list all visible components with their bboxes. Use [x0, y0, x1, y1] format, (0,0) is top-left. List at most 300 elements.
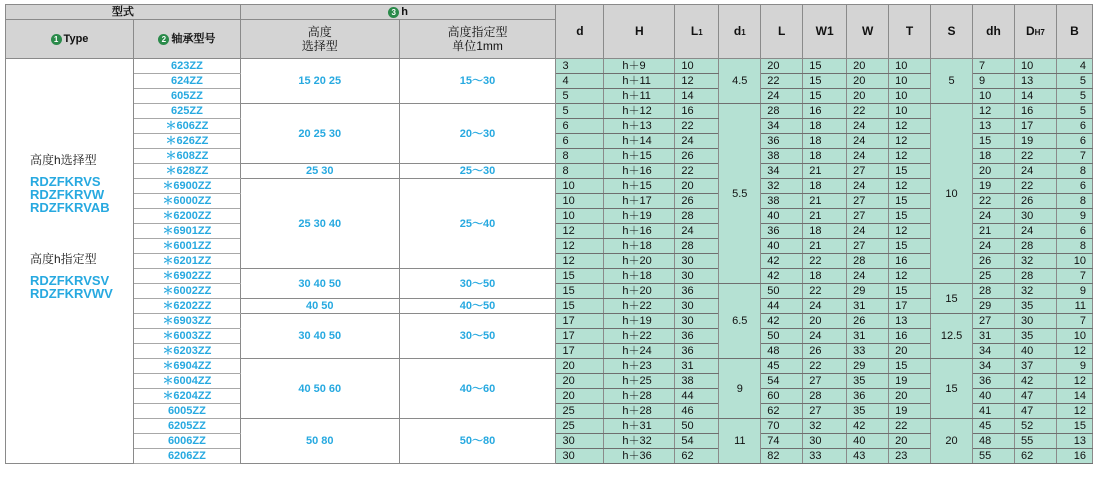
cell-H: h＋15	[604, 179, 675, 194]
cell-T: 15	[889, 194, 931, 209]
cell-L1: 44	[675, 389, 719, 404]
col-T-header: T	[889, 5, 931, 59]
cell-L: 22	[761, 74, 803, 89]
cell-W: 22	[847, 104, 889, 119]
cell-W1: 33	[803, 449, 847, 464]
cell-d: 10	[556, 209, 604, 224]
cell-T: 15	[889, 209, 931, 224]
spec-table	[5, 4, 1093, 464]
col-dh-header: dh	[973, 5, 1015, 59]
cell-T: 17	[889, 299, 931, 314]
type-specify-label: 高度h指定型	[30, 252, 97, 266]
cell-L: 45	[761, 359, 803, 374]
cell-W: 35	[847, 374, 889, 389]
h-select-values: 50 80	[240, 419, 399, 464]
cell-B: 6	[1056, 134, 1092, 149]
bearing-model: 624ZZ	[133, 74, 240, 89]
cell-L1: 24	[675, 224, 719, 239]
bearing-model: ＊6201ZZ	[133, 254, 240, 269]
cell-H: h＋11	[604, 74, 675, 89]
bearing-model: ＊628ZZ	[133, 164, 240, 179]
bearing-model: ＊6902ZZ	[133, 269, 240, 284]
cell-W1: 15	[803, 59, 847, 74]
table-row	[6, 59, 1093, 74]
cell-L1: 22	[675, 119, 719, 134]
cell-d: 5	[556, 89, 604, 104]
cell-W: 42	[847, 419, 889, 434]
cell-L: 50	[761, 329, 803, 344]
cell-DH7: 28	[1014, 239, 1056, 254]
h-specify-header: 高度指定型 单位1mm	[399, 20, 556, 59]
cell-W1: 24	[803, 299, 847, 314]
cell-B: 6	[1056, 119, 1092, 134]
cell-L: 74	[761, 434, 803, 449]
circled-number-icon: 2	[158, 34, 169, 45]
cell-dh: 24	[973, 239, 1015, 254]
cell-DH7: 62	[1014, 449, 1056, 464]
cell-dh: 18	[973, 149, 1015, 164]
cell-T: 12	[889, 149, 931, 164]
cell-B: 9	[1056, 359, 1092, 374]
cell-B: 8	[1056, 194, 1092, 209]
cell-B: 11	[1056, 299, 1092, 314]
cell-T: 12	[889, 134, 931, 149]
cell-DH7: 42	[1014, 374, 1056, 389]
col-L-header: L	[761, 5, 803, 59]
cell-B: 15	[1056, 419, 1092, 434]
h-specify-range: 15～30	[399, 59, 556, 104]
cell-dh: 20	[973, 164, 1015, 179]
h-specify-range: 40～50	[399, 299, 556, 314]
cell-d1: 6.5	[719, 284, 761, 359]
cell-L: 34	[761, 164, 803, 179]
cell-T: 10	[889, 104, 931, 119]
col-d-header: d	[556, 5, 604, 59]
bearing-model: 6206ZZ	[133, 449, 240, 464]
cell-W: 20	[847, 89, 889, 104]
cell-dh: 26	[973, 254, 1015, 269]
cell-d: 15	[556, 269, 604, 284]
cell-T: 19	[889, 404, 931, 419]
cell-DH7: 35	[1014, 299, 1056, 314]
cell-T: 12	[889, 119, 931, 134]
cell-dh: 27	[973, 314, 1015, 329]
type-code: RDZFKRVW	[30, 187, 105, 202]
bearing-model: 6006ZZ	[133, 434, 240, 449]
bearing-model: ＊6901ZZ	[133, 224, 240, 239]
cell-H: h＋11	[604, 89, 675, 104]
cell-DH7: 52	[1014, 419, 1056, 434]
cell-L1: 36	[675, 344, 719, 359]
cell-L: 34	[761, 119, 803, 134]
bearing-model: 605ZZ	[133, 89, 240, 104]
table-row	[6, 104, 1093, 119]
cell-B: 5	[1056, 104, 1092, 119]
cell-d: 25	[556, 404, 604, 419]
cell-B: 6	[1056, 224, 1092, 239]
cell-B: 7	[1056, 149, 1092, 164]
cell-T: 16	[889, 329, 931, 344]
cell-d: 15	[556, 284, 604, 299]
cell-DH7: 28	[1014, 269, 1056, 284]
cell-H: h＋18	[604, 269, 675, 284]
cell-dh: 19	[973, 179, 1015, 194]
cell-L1: 30	[675, 299, 719, 314]
cell-W: 35	[847, 404, 889, 419]
cell-dh: 31	[973, 329, 1015, 344]
type-select-label: 高度h选择型	[30, 153, 97, 167]
cell-H: h＋20	[604, 254, 675, 269]
cell-W: 24	[847, 269, 889, 284]
cell-d: 12	[556, 224, 604, 239]
cell-B: 5	[1056, 89, 1092, 104]
cell-T: 20	[889, 434, 931, 449]
type-code: RDZFKRVAB	[30, 200, 110, 215]
bearing-model: ＊6204ZZ	[133, 389, 240, 404]
cell-W: 26	[847, 314, 889, 329]
cell-L1: 14	[675, 89, 719, 104]
cell-dh: 34	[973, 344, 1015, 359]
cell-W1: 22	[803, 254, 847, 269]
bearing-model: ＊6001ZZ	[133, 239, 240, 254]
cell-T: 15	[889, 164, 931, 179]
circled-number-icon: 1	[51, 34, 62, 45]
cell-DH7: 32	[1014, 254, 1056, 269]
cell-H: h＋28	[604, 404, 675, 419]
cell-W1: 18	[803, 119, 847, 134]
col-W-header: W	[847, 5, 889, 59]
cell-W1: 21	[803, 194, 847, 209]
cell-dh: 12	[973, 104, 1015, 119]
cell-L1: 16	[675, 104, 719, 119]
cell-L1: 54	[675, 434, 719, 449]
cell-L1: 20	[675, 179, 719, 194]
bearing-model: 6205ZZ	[133, 419, 240, 434]
cell-T: 22	[889, 419, 931, 434]
cell-L: 38	[761, 149, 803, 164]
cell-B: 13	[1056, 434, 1092, 449]
type-code: RDZFKRVWV	[30, 286, 113, 301]
bearing-model: ＊6000ZZ	[133, 194, 240, 209]
cell-T: 15	[889, 284, 931, 299]
cell-L: 28	[761, 104, 803, 119]
cell-L1: 10	[675, 59, 719, 74]
cell-DH7: 40	[1014, 344, 1056, 359]
cell-d1: 9	[719, 359, 761, 419]
cell-W: 20	[847, 74, 889, 89]
col-L1-header: L1	[675, 5, 719, 59]
cell-B: 9	[1056, 209, 1092, 224]
bearing-model: ＊606ZZ	[133, 119, 240, 134]
cell-W: 40	[847, 434, 889, 449]
cell-L1: 50	[675, 419, 719, 434]
cell-L: 60	[761, 389, 803, 404]
cell-L1: 38	[675, 374, 719, 389]
cell-B: 7	[1056, 269, 1092, 284]
cell-DH7: 22	[1014, 149, 1056, 164]
cell-DH7: 17	[1014, 119, 1056, 134]
cell-dh: 13	[973, 119, 1015, 134]
cell-d: 3	[556, 59, 604, 74]
cell-L: 20	[761, 59, 803, 74]
cell-T: 12	[889, 224, 931, 239]
cell-dh: 45	[973, 419, 1015, 434]
cell-W1: 27	[803, 404, 847, 419]
cell-H: h＋24	[604, 344, 675, 359]
cell-W1: 18	[803, 179, 847, 194]
cell-W: 24	[847, 179, 889, 194]
cell-T: 15	[889, 359, 931, 374]
cell-B: 5	[1056, 74, 1092, 89]
cell-dh: 34	[973, 359, 1015, 374]
model-group-header: 型式	[6, 5, 241, 20]
bearing-model: 623ZZ	[133, 59, 240, 74]
cell-dh: 9	[973, 74, 1015, 89]
cell-W: 24	[847, 224, 889, 239]
cell-W1: 24	[803, 329, 847, 344]
cell-S: 12.5	[931, 314, 973, 359]
cell-L: 38	[761, 194, 803, 209]
cell-DH7: 13	[1014, 74, 1056, 89]
bearing-model: ＊608ZZ	[133, 149, 240, 164]
cell-H: h＋14	[604, 134, 675, 149]
cell-L1: 22	[675, 164, 719, 179]
cell-W: 27	[847, 209, 889, 224]
h-select-values: 40 50	[240, 299, 399, 314]
cell-W: 27	[847, 239, 889, 254]
cell-L: 24	[761, 89, 803, 104]
cell-L1: 28	[675, 209, 719, 224]
col-DH7-header: DH7	[1014, 5, 1056, 59]
h-select-values: 20 25 30	[240, 104, 399, 164]
cell-T: 15	[889, 239, 931, 254]
cell-dh: 28	[973, 284, 1015, 299]
cell-H: h＋18	[604, 239, 675, 254]
cell-dh: 40	[973, 389, 1015, 404]
cell-H: h＋17	[604, 194, 675, 209]
cell-H: h＋23	[604, 359, 675, 374]
cell-d: 25	[556, 419, 604, 434]
cell-T: 13	[889, 314, 931, 329]
cell-S: 20	[931, 419, 973, 464]
cell-T: 10	[889, 89, 931, 104]
cell-L: 32	[761, 179, 803, 194]
h-specify-range: 50～80	[399, 419, 556, 464]
cell-dh: 25	[973, 269, 1015, 284]
cell-W: 31	[847, 329, 889, 344]
cell-L: 42	[761, 314, 803, 329]
bearing-model: ＊6200ZZ	[133, 209, 240, 224]
cell-W1: 21	[803, 164, 847, 179]
cell-d: 10	[556, 179, 604, 194]
cell-L1: 62	[675, 449, 719, 464]
cell-W: 28	[847, 254, 889, 269]
cell-W1: 15	[803, 74, 847, 89]
cell-L: 42	[761, 269, 803, 284]
cell-d: 6	[556, 119, 604, 134]
cell-H: h＋15	[604, 149, 675, 164]
cell-B: 12	[1056, 404, 1092, 419]
cell-d: 30	[556, 434, 604, 449]
cell-W1: 32	[803, 419, 847, 434]
bearing-model: ＊6904ZZ	[133, 359, 240, 374]
cell-T: 12	[889, 179, 931, 194]
cell-W: 24	[847, 119, 889, 134]
table-row	[6, 164, 1093, 179]
cell-L1: 30	[675, 254, 719, 269]
bearing-model: ＊626ZZ	[133, 134, 240, 149]
cell-W: 43	[847, 449, 889, 464]
cell-W1: 22	[803, 359, 847, 374]
cell-B: 8	[1056, 239, 1092, 254]
cell-B: 10	[1056, 329, 1092, 344]
cell-L1: 46	[675, 404, 719, 419]
bearing-model: ＊6203ZZ	[133, 344, 240, 359]
cell-W1: 18	[803, 149, 847, 164]
cell-DH7: 14	[1014, 89, 1056, 104]
table-row	[6, 359, 1093, 374]
h-specify-range: 30～50	[399, 314, 556, 359]
h-select-values: 15 20 25	[240, 59, 399, 104]
cell-W1: 21	[803, 209, 847, 224]
h-specify-range: 40～60	[399, 359, 556, 419]
cell-L: 48	[761, 344, 803, 359]
col-S-header: S	[931, 5, 973, 59]
cell-W1: 16	[803, 104, 847, 119]
cell-d: 8	[556, 149, 604, 164]
type-code: RDZFKRVS	[30, 174, 101, 189]
cell-dh: 48	[973, 434, 1015, 449]
cell-L1: 28	[675, 239, 719, 254]
cell-d: 5	[556, 104, 604, 119]
h-specify-range: 20～30	[399, 104, 556, 164]
table-row	[6, 269, 1093, 284]
cell-dh: 22	[973, 194, 1015, 209]
cell-d1: 5.5	[719, 104, 761, 284]
cell-d: 20	[556, 359, 604, 374]
cell-DH7: 30	[1014, 209, 1056, 224]
h-select-values: 30 40 50	[240, 314, 399, 359]
cell-H: h＋13	[604, 119, 675, 134]
h-group-header: 3 h	[240, 5, 556, 20]
cell-W: 27	[847, 194, 889, 209]
bearing-model: 625ZZ	[133, 104, 240, 119]
cell-W: 36	[847, 389, 889, 404]
cell-d1: 11	[719, 419, 761, 464]
cell-B: 4	[1056, 59, 1092, 74]
cell-dh: 24	[973, 209, 1015, 224]
cell-L: 36	[761, 224, 803, 239]
cell-B: 12	[1056, 344, 1092, 359]
cell-L: 36	[761, 134, 803, 149]
cell-L: 50	[761, 284, 803, 299]
cell-H: h＋9	[604, 59, 675, 74]
cell-dh: 55	[973, 449, 1015, 464]
cell-dh: 29	[973, 299, 1015, 314]
cell-d: 15	[556, 299, 604, 314]
cell-W: 24	[847, 134, 889, 149]
cell-DH7: 16	[1014, 104, 1056, 119]
cell-W1: 28	[803, 389, 847, 404]
cell-L: 42	[761, 254, 803, 269]
cell-d: 10	[556, 194, 604, 209]
cell-L: 70	[761, 419, 803, 434]
cell-L1: 12	[675, 74, 719, 89]
cell-L: 54	[761, 374, 803, 389]
cell-DH7: 24	[1014, 224, 1056, 239]
h-select-values: 25 30 40	[240, 179, 399, 269]
table-row	[6, 314, 1093, 329]
cell-H: h＋32	[604, 434, 675, 449]
table-row	[6, 299, 1093, 314]
table-row	[6, 179, 1093, 194]
cell-W1: 26	[803, 344, 847, 359]
bearing-model: ＊6004ZZ	[133, 374, 240, 389]
cell-B: 8	[1056, 164, 1092, 179]
cell-L1: 24	[675, 134, 719, 149]
cell-L1: 30	[675, 269, 719, 284]
table-row	[6, 419, 1093, 434]
cell-DH7: 47	[1014, 404, 1056, 419]
cell-d: 12	[556, 254, 604, 269]
cell-DH7: 24	[1014, 164, 1056, 179]
cell-L: 40	[761, 239, 803, 254]
cell-d: 30	[556, 449, 604, 464]
type-header: 1 Type	[6, 20, 134, 59]
bearing-header: 2 轴承型号	[133, 20, 240, 59]
cell-L: 62	[761, 404, 803, 419]
bearing-model: ＊6002ZZ	[133, 284, 240, 299]
cell-DH7: 22	[1014, 179, 1056, 194]
cell-H: h＋22	[604, 329, 675, 344]
h-specify-range: 25～40	[399, 179, 556, 269]
cell-W1: 18	[803, 224, 847, 239]
table-body	[6, 59, 1093, 464]
cell-DH7: 37	[1014, 359, 1056, 374]
cell-L1: 31	[675, 359, 719, 374]
h-select-values: 40 50 60	[240, 359, 399, 419]
cell-DH7: 26	[1014, 194, 1056, 209]
cell-d: 17	[556, 344, 604, 359]
cell-d: 4	[556, 74, 604, 89]
type-list	[30, 153, 133, 300]
h-specify-range: 25～30	[399, 164, 556, 179]
cell-B: 12	[1056, 374, 1092, 389]
cell-L1: 26	[675, 149, 719, 164]
cell-W: 20	[847, 59, 889, 74]
cell-L1: 36	[675, 329, 719, 344]
cell-L1: 26	[675, 194, 719, 209]
cell-B: 6	[1056, 179, 1092, 194]
cell-L1: 30	[675, 314, 719, 329]
cell-d: 17	[556, 329, 604, 344]
cell-H: h＋19	[604, 314, 675, 329]
cell-L: 44	[761, 299, 803, 314]
cell-S: 15	[931, 359, 973, 419]
cell-H: h＋19	[604, 209, 675, 224]
h-select-values: 25 30	[240, 164, 399, 179]
col-d1-header: d1	[719, 5, 761, 59]
cell-T: 10	[889, 59, 931, 74]
cell-H: h＋22	[604, 299, 675, 314]
type-cell	[6, 59, 134, 464]
cell-dh: 41	[973, 404, 1015, 419]
cell-DH7: 47	[1014, 389, 1056, 404]
cell-d: 20	[556, 374, 604, 389]
cell-DH7: 19	[1014, 134, 1056, 149]
cell-d: 8	[556, 164, 604, 179]
cell-W: 29	[847, 359, 889, 374]
